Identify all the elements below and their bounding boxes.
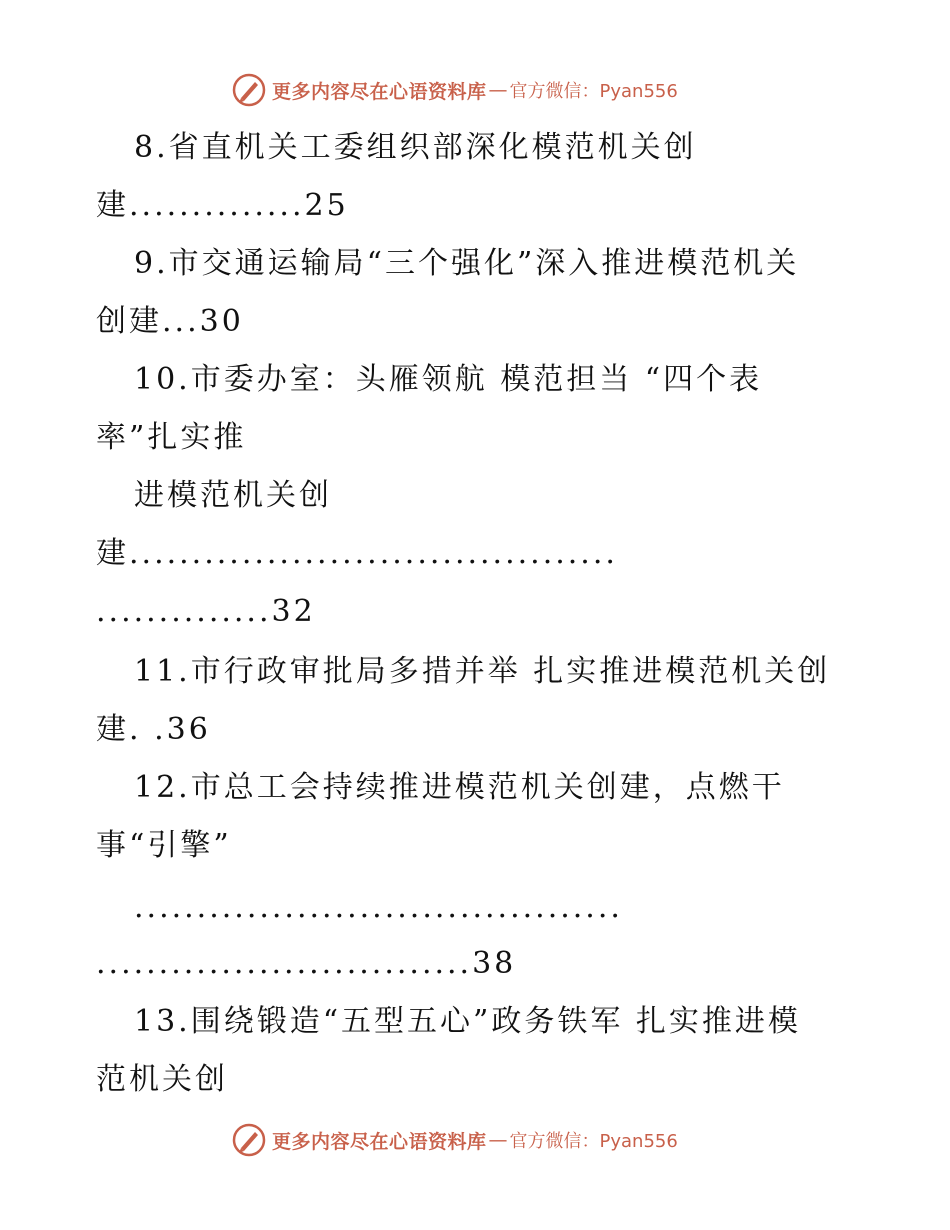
toc-entry-8-title: 8.省直机关工委组织部深化模范机关创: [134, 130, 697, 165]
pen-logo-icon: [232, 73, 266, 107]
toc-entry-13-title: 13.围绕锻造“五型五心”政务铁军 扎实推进模: [134, 1004, 801, 1039]
toc-entry-12-title: 12.市总工会持续推进模范机关创建，点燃干: [134, 770, 785, 805]
watermark-text: 更多内容尽在心语资料库: [272, 80, 487, 103]
watermark-text: 更多内容尽在心语资料库: [272, 1130, 487, 1153]
toc-entry-13-title-cont: 范机关创: [96, 1062, 228, 1097]
footer-watermark: [232, 1120, 678, 1160]
toc-entry-10-title-cont: 率”扎实推: [96, 420, 247, 455]
toc-entry-11-page: 建. .36: [96, 712, 211, 747]
toc-entry-12-leader: .......................................: [134, 890, 623, 925]
toc-entry-11-title: 11.市行政审批局多措并举 扎实推进模范机关创: [134, 654, 831, 689]
toc-entry-10-title-cont2: 进模范机关创: [134, 478, 332, 513]
toc-entry-12-page: ..............................38: [96, 946, 517, 981]
watermark-dash: —: [488, 79, 508, 101]
pen-logo-icon: [232, 1123, 266, 1157]
header-watermark: [232, 70, 678, 110]
watermark-wechat: 官方微信：Pyan556: [509, 1131, 678, 1152]
toc-entry-8-page: 建..............25: [96, 188, 349, 223]
toc-entry-9-page: 创建...30: [96, 304, 244, 339]
toc-entry-9-title: 9.市交通运输局“三个强化”深入推进模范机关: [134, 246, 800, 281]
toc-entry-12-title-cont: 事“引擎”: [96, 828, 232, 863]
toc-entry-10-page: ..............32: [96, 594, 316, 629]
toc-entry-10-title: 10.市委办室：头雁领航 模范担当 “四个表: [134, 362, 763, 397]
watermark-wechat: 官方微信：Pyan556: [509, 81, 678, 102]
toc-entry-10-leader: 建.......................................: [96, 536, 618, 571]
watermark-dash: —: [488, 1129, 508, 1151]
